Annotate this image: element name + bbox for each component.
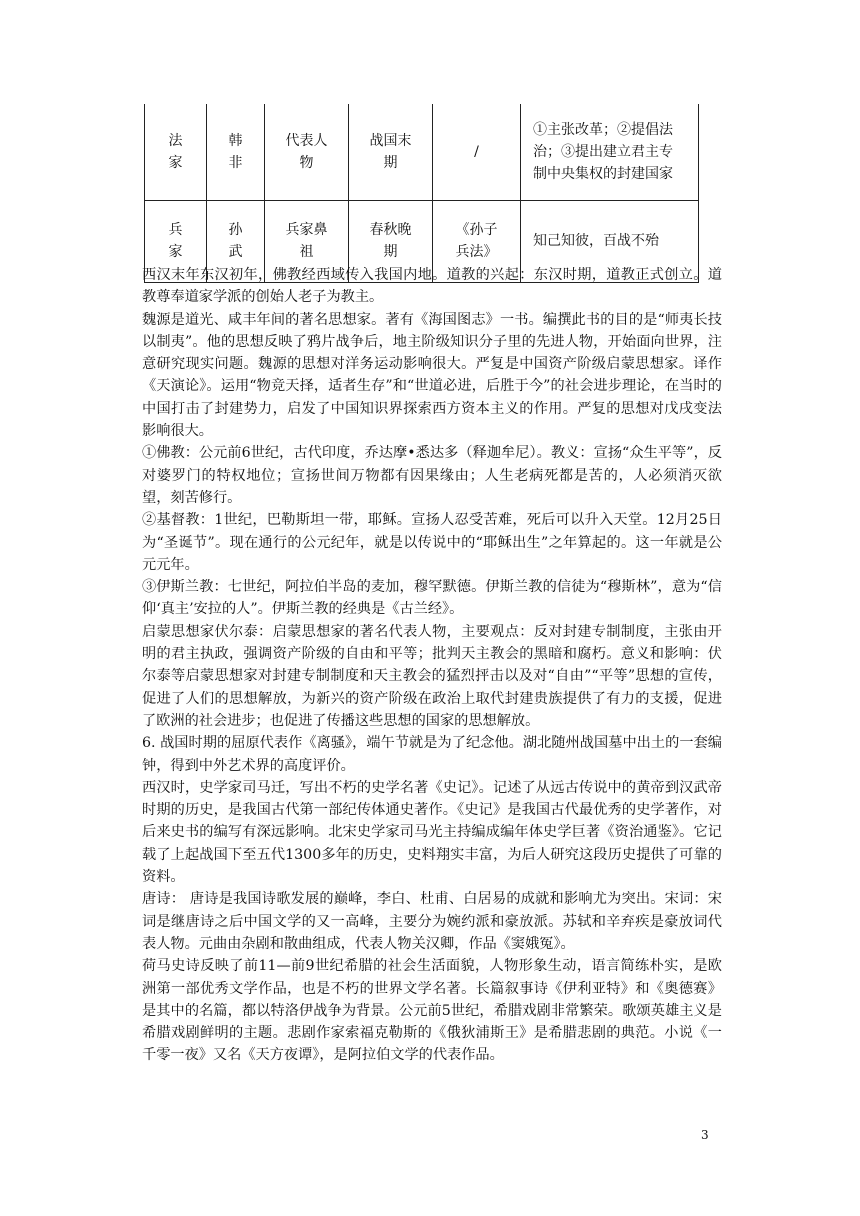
- person-cell: 孙 武: [207, 200, 265, 282]
- period-cell: 春秋晚 期: [349, 200, 433, 282]
- paragraph-islam: ③伊斯兰教：七世纪，阿拉伯半岛的麦加，穆罕默德。伊斯兰教的信徒为“穆斯林”，意为“信仰‘真主’安拉的人”。伊斯兰教的经典是《古兰经》。: [142, 579, 722, 618]
- period-cell: 战国末 期: [349, 104, 433, 200]
- ideas-cell: 知己知彼，百战不殆: [521, 200, 699, 282]
- table-row: [145, 104, 699, 200]
- school-cell: 法 家: [145, 104, 207, 200]
- philosophy-table-fragment: [144, 104, 699, 283]
- schools-table: [144, 104, 699, 283]
- person-cell: 韩 非: [207, 104, 265, 200]
- paragraph-homer: 荷马史诗反映了前11—前9世纪希腊的社会生活面貌，人物形象生动，语言简练朴实，是欧洲第一部优秀文学作品，也是不朽的世界文学名著。长篇叙事诗《伊利亚特》和《奥德赛》是其中的名篇，都以特洛伊战争为背景。公元前5世纪，希腊戏剧非常繁荣。歌颂英雄主义是希腊戏剧鲜明的主题。悲剧作家索福克勒斯的《俄狄浦斯王》是希腊悲剧的典范。小说《一千零一夜》又名《天方夜谭》，是阿拉伯文学的代表作品。: [142, 958, 722, 1064]
- school-cell: 兵 家: [145, 200, 207, 282]
- paragraph-poetry: 唐诗： 唐诗是我国诗歌发展的巅峰，李白、杜甫、白居易的成就和影响尤为突出。宋词：宋词是继唐诗之后中国文学的又一高峰，主要分为婉约派和豪放派。苏轼和辛弃疾是豪放词代表人物。元曲由杂剧和散曲组成，代表人物关汉卿，作品《窦娥冤》。: [142, 891, 722, 952]
- role-cell: 代表人 物: [265, 104, 349, 200]
- paragraph-quyuan: 6. 战国时期的屈原代表作《离骚》，端午节就是为了纪念他。湖北随州战国墓中出土的一套编钟，得到中外艺术界的高度评价。: [142, 735, 722, 774]
- paragraph-historiography: 西汉时，史学家司马迁，写出不朽的史学名著《史记》。记述了从远古传说中的黄帝到汉武帝时期的历史，是我国古代第一部纪传体通史著作。《史记》是我国古代最优秀的史学著作，对后来史书的编写有深远影响。北宋史学家司马光主持编成编年体史学巨著《资治通鉴》。它记载了上起战国下至五代1300多年的历史，史料翔实丰富，为后人研究这段历史提供了可靠的资料。: [142, 779, 722, 886]
- work-cell: /: [433, 104, 521, 200]
- paragraph-weiyuan-yanfu: 魏源是道光、咸丰年间的著名思想家。著有《海国图志》一书。编撰此书的目的是“师夷长技以制夷”。他的思想反映了鸦片战争后，地主阶级知识分子里的先进人物，开始面向世界，注意研究现实问题。魏源的思想对洋务运动影响很大。严复是中国资产阶级启蒙思想家。译作《天演论》。运用“物竞天择，适者生存”和“世道必进，后胜于今”的社会进步理论，在当时的中国打击了封建势力，启发了中国知识界探索西方资本主义的作用。严复的思想对戊戌变法影响很大。: [142, 311, 722, 440]
- paragraph-christianity: ②基督教：1世纪，巴勒斯坦一带，耶稣。宣扬人忍受苦难，死后可以升入天堂。12月25日为“圣诞节”。现在通行的公元纪年，就是以传说中的“耶稣出生”之年算起的。这一年就是公元元年。: [142, 512, 722, 573]
- paragraph-voltaire: 启蒙思想家伏尔泰：启蒙思想家的著名代表人物，主要观点：反对封建专制制度，主张由开明的君主执政，强调资产阶级的自由和平等；批判天主教会的黑暗和腐朽。意义和影响：伏尔泰等启蒙思想家对封建专制制度和天主教会的猛烈抨击以及对“自由”“平等”思想的宣传，促进了人们的思想解放，为新兴的资产阶级在政治上取代封建贵族提供了有力的支援，促进了欧洲的社会进步；也促进了传播这些思想的国家的思想解放。: [142, 623, 722, 729]
- work-cell: 《孙子 兵法》: [433, 200, 521, 282]
- ideas-cell: ①主张改革；②提倡法治；③提出建立君主专制中央集权的封建国家: [521, 104, 699, 200]
- paragraph-buddhism: ①佛教：公元前6世纪，古代印度，乔达摩•悉达多（释迦牟尼）。教义：宣扬“众生平等”，反对婆罗门的特权地位；宣扬世间万物都有因果缘由；人生老病死都是苦的，人必须消灭欲望，刻苦修行。: [142, 445, 722, 506]
- paragraph-buddhism-taoism: 西汉末年东汉初年，佛教经西域传入我国内地。道教的兴起：东汉时期，道教正式创立。道教尊奉道家学派的创始人老子为教主。: [142, 267, 722, 306]
- page-number: 3: [701, 1128, 709, 1142]
- role-cell: 兵家鼻 祖: [265, 200, 349, 282]
- body-text: [142, 264, 722, 1067]
